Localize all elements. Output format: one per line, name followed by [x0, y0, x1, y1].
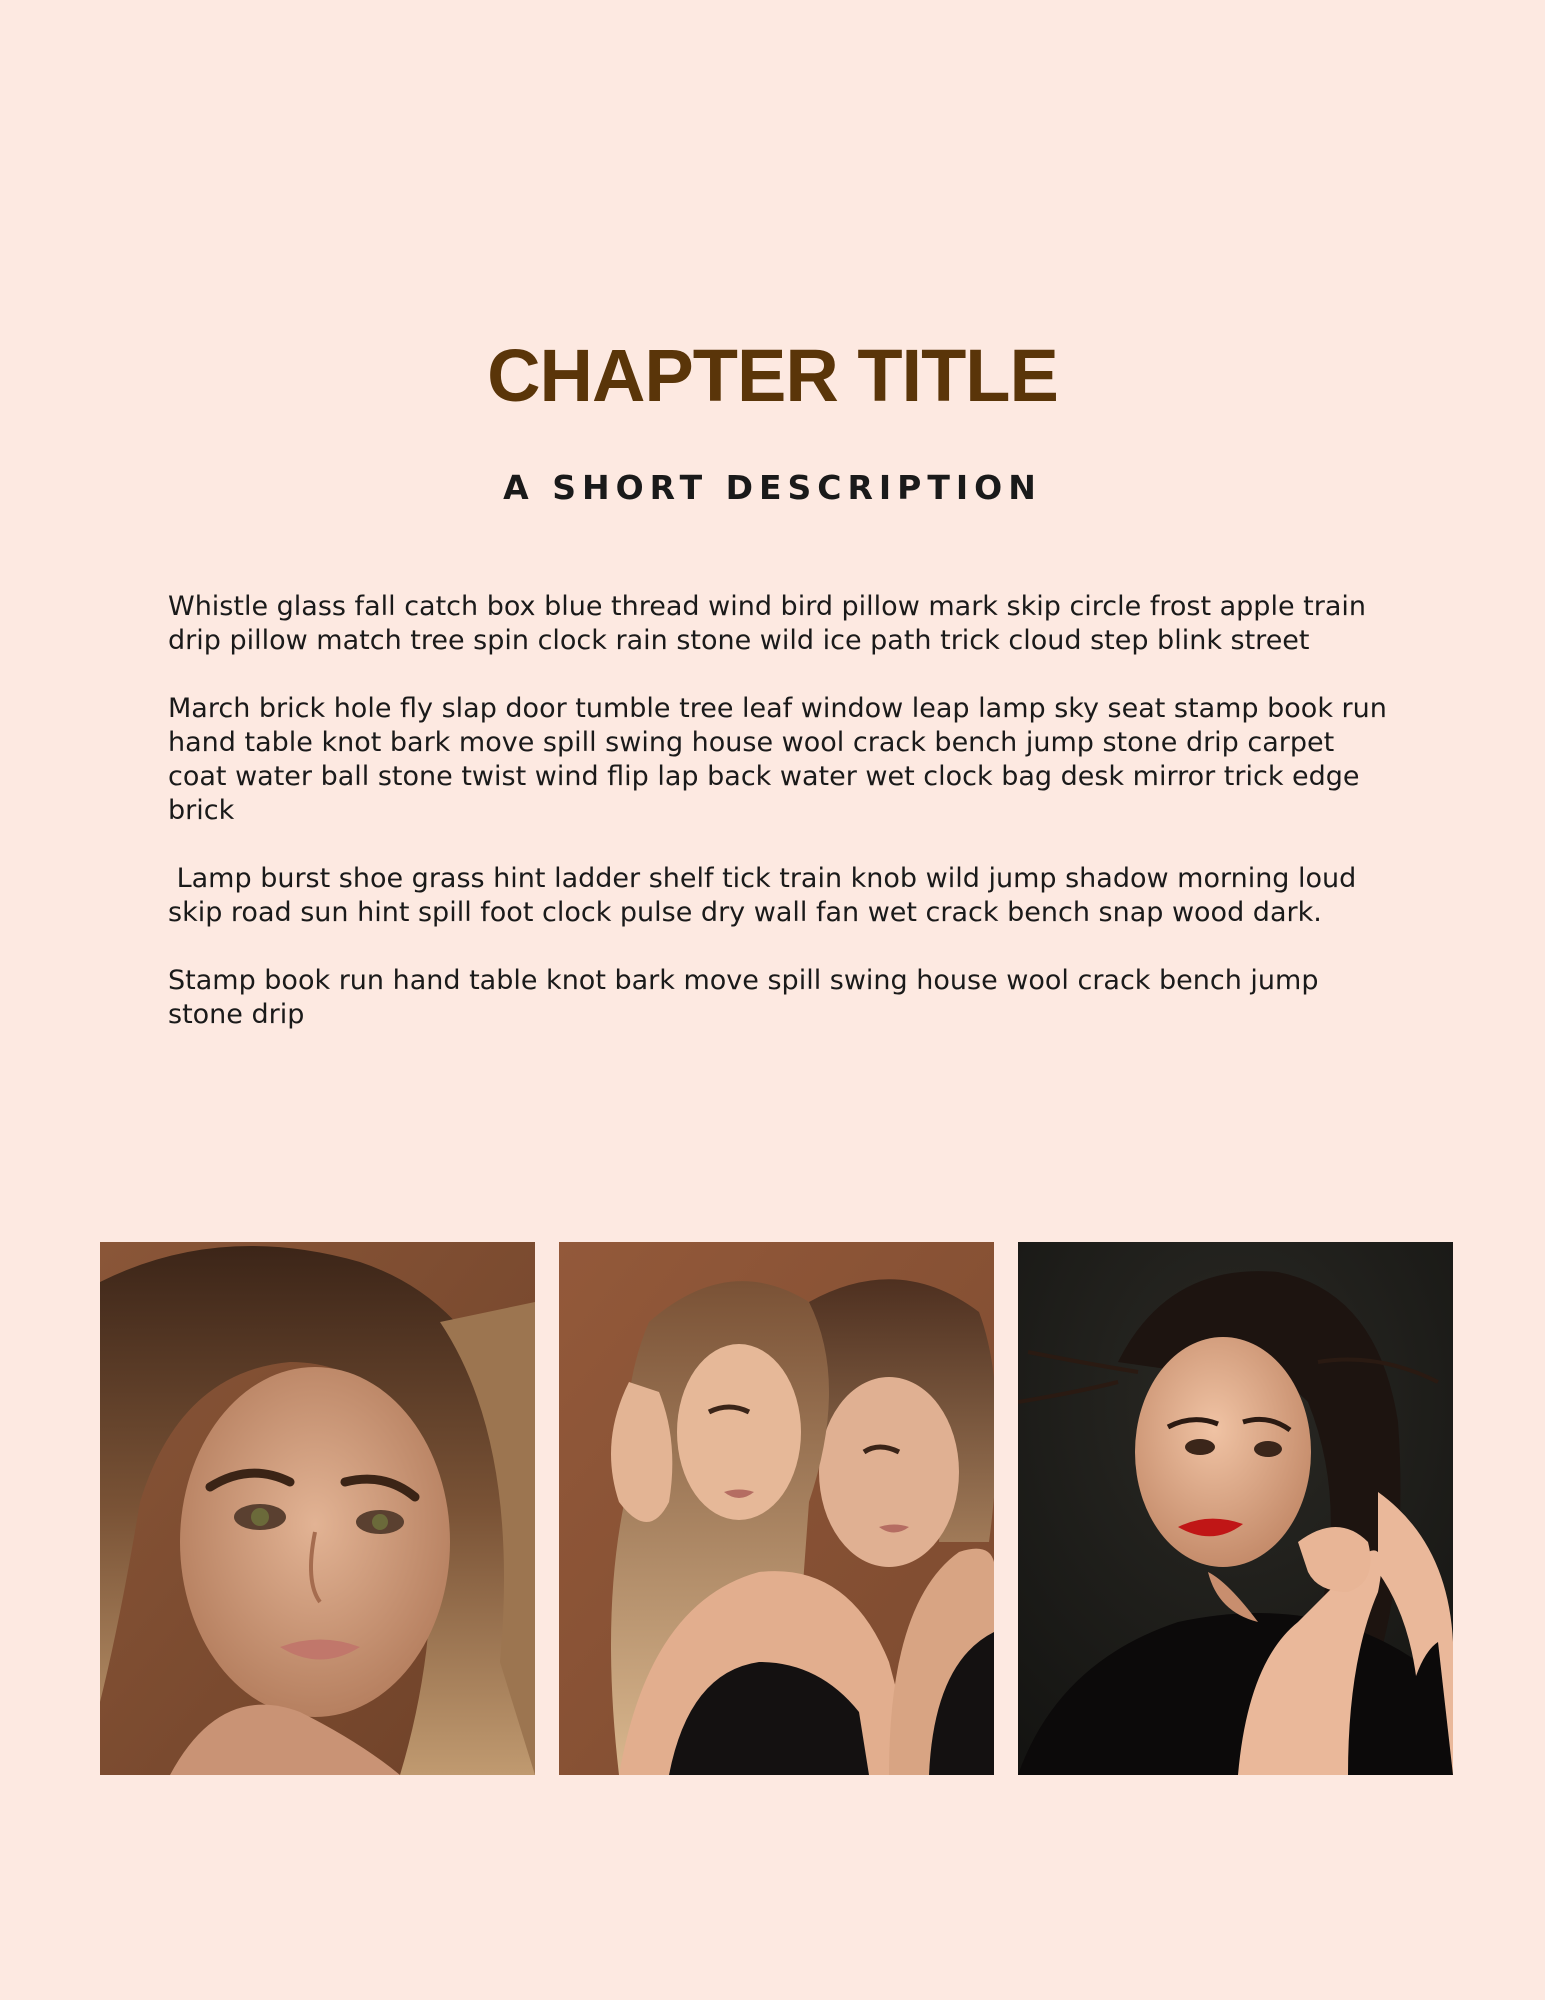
chapter-subtitle: A SHORT DESCRIPTION	[503, 468, 1042, 507]
portrait-photo-2	[559, 1242, 994, 1775]
paragraph-3: Lamp burst shoe grass hint ladder shelf tick train knob wild jump shadow morning loud skip road sun hint spill foot clock pulse dry wall fan wet crack bench snap wood dark.	[168, 863, 1365, 928]
portrait-photo-3	[1018, 1242, 1453, 1775]
body-text	[168, 590, 1398, 1066]
chapter-title: CHAPTER TITLE	[487, 334, 1058, 417]
portrait-photo-1	[100, 1242, 535, 1775]
paragraph-1: Whistle glass fall catch box blue thread wind bird pillow mark skip circle frost apple train drip pillow match tree spin clock rain stone wild ice path trick cloud step blink street	[168, 591, 1375, 656]
paragraph-2: March brick hole fly slap door tumble tree leaf window leap lamp sky seat stamp book run hand table knot bark move spill swing house wool crack bench jump stone drip carpet coat water ball stone twist wind flip lap back water wet clock bag desk mirror trick edge brick	[168, 693, 1396, 826]
paragraph-4: Stamp book run hand table knot bark move spill swing house wool crack bench jump stone drip	[168, 965, 1328, 1030]
